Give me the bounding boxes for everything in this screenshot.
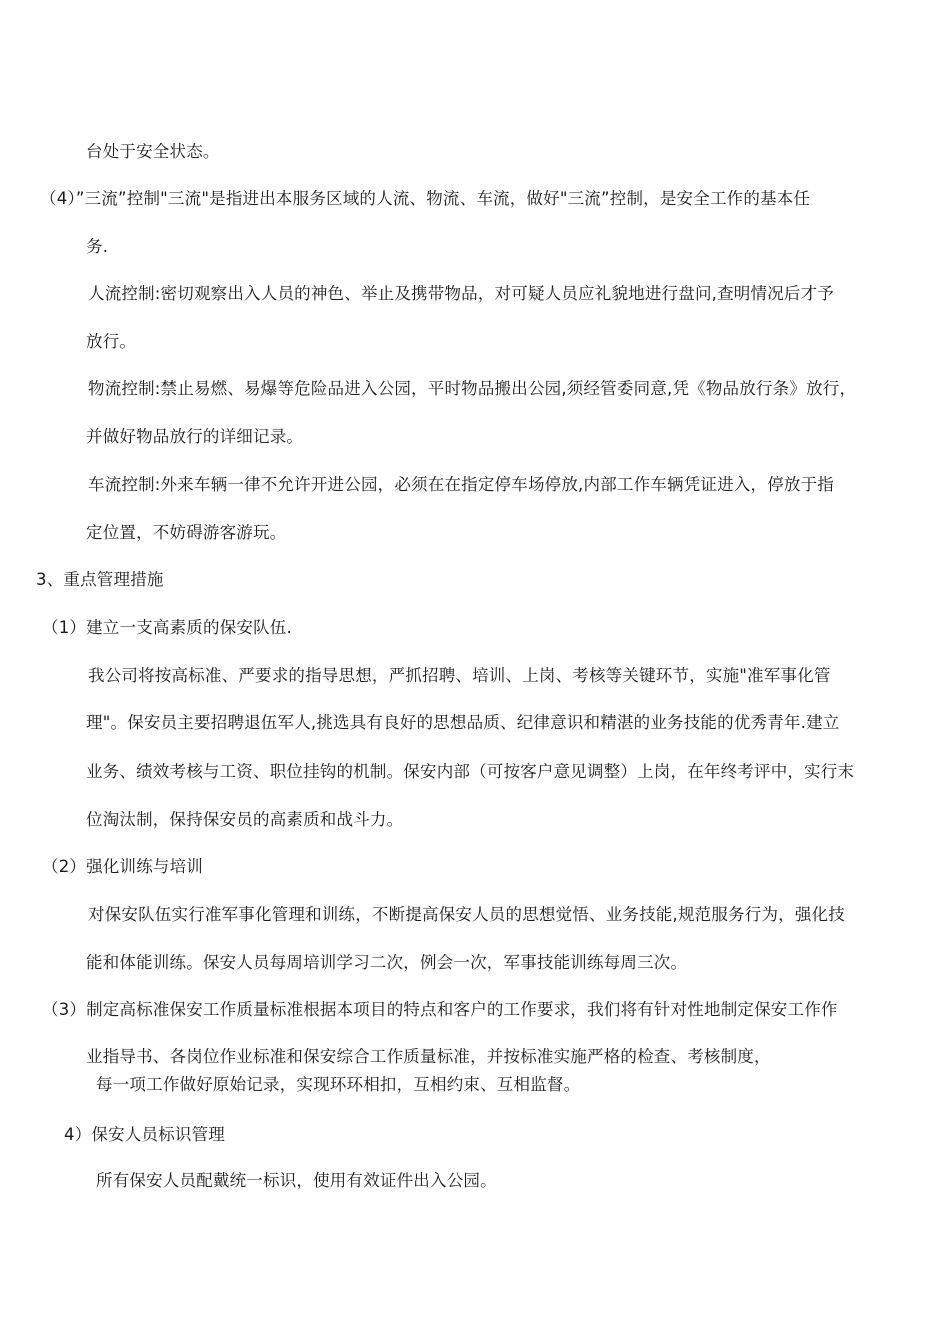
paragraph-line: 所有保安人员配戴统一标识，使用有效证件出入公园。 <box>96 1171 497 1190</box>
paragraph-line: 对保安队伍实行准军事化管理和训练，不断提高保安人员的思想觉悟、业务技能,规范服务行为，强化技 <box>88 905 845 924</box>
paragraph-line: 定位置，不妨碍游客游玩。 <box>86 523 287 542</box>
paragraph-line: 放行。 <box>86 332 137 351</box>
paragraph-line: 车流控制:外来车辆一律不允许开进公园，必须在在指定停车场停放,内部工作车辆凭证进入，停放于指 <box>88 475 835 494</box>
section-heading: 3、重点管理措施 <box>36 570 164 589</box>
paragraph-line: 我公司将按高标准、严要求的指导思想，严抓招聘、培训、上岗、考核等关键环节，实施"准军事化管 <box>88 666 831 685</box>
paragraph-line: 物流控制:禁止易燃、易爆等危险品进入公园，平时物品搬出公园,须经管委同意,凭《物品放行条》放行， <box>88 379 857 398</box>
paragraph-line: 每一项工作做好原始记录，实现环环相扣，互相约束、互相监督。 <box>96 1075 581 1094</box>
paragraph-line: 理"。保安员主要招聘退伍军人,挑选具有良好的思想品质、纪律意识和精湛的业务技能的优秀青年.建立 <box>86 713 840 732</box>
paragraph-line: 台处于安全状态。 <box>86 142 220 161</box>
subsection-heading: （2）强化训练与培训 <box>42 857 203 876</box>
paragraph-line: 人流控制:密切观察出入人员的神色、举止及携带物品，对可疑人员应礼貌地进行盘问,查明情况后才予 <box>88 284 835 303</box>
subsection-heading: 4）保安人员标识管理 <box>64 1125 225 1144</box>
paragraph-line: 位淘汰制，保持保安员的高素质和战斗力。 <box>86 810 404 829</box>
paragraph-line: 业务、绩效考核与工资、职位挂钩的机制。保安内部（可按客户意见调整）上岗，在年终考评中，实行末 <box>86 762 855 781</box>
paragraph-line: 并做好物品放行的详细记录。 <box>86 427 304 446</box>
paragraph-line: （4）”三流”控制"三流"是指进出本服务区域的人流、物流、车流，做好"三流”控制，是安全工作的基本任 <box>40 189 811 208</box>
paragraph-line: 能和体能训练。保安人员每周培训学习二次，例会一次，军事技能训练每周三次。 <box>86 953 688 972</box>
subsection-heading: （1）建立一支高素质的保安队伍. <box>42 618 292 637</box>
paragraph-line: 务. <box>86 237 109 256</box>
subsection-heading: （3）制定高标准保安工作质量标准根据本项目的特点和客户的工作要求，我们将有针对性地制定保安工作作 <box>42 1000 838 1019</box>
paragraph-line: 业指导书、各岗位作业标准和保安综合工作质量标准，并按标准实施严格的检查、考核制度， <box>86 1047 771 1066</box>
